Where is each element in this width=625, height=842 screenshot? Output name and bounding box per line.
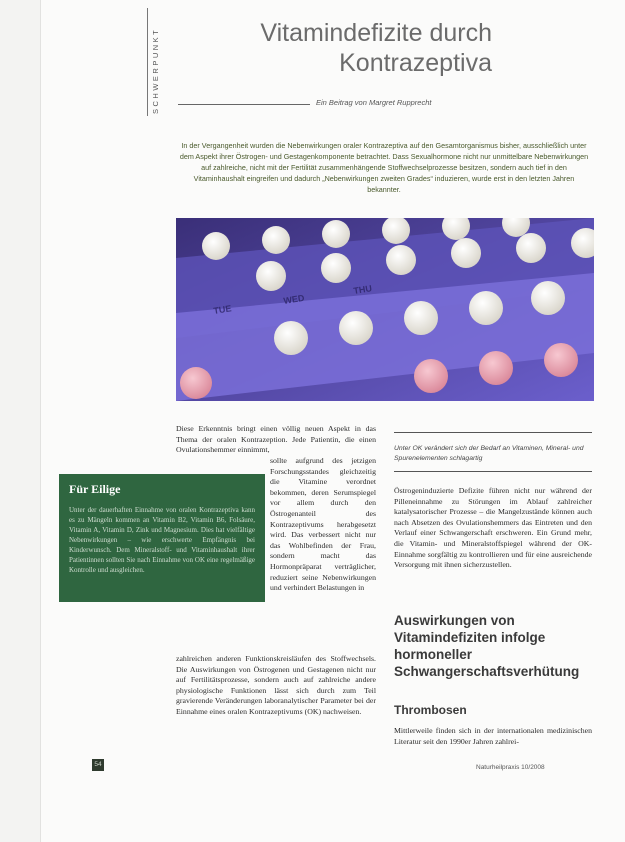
body-lede: Diese Erkenntnis bringt einen völlig neuen Aspekt in das Thema der oralen Kontrazeption. Jede Patientin, die einen Ovulationshemmer einnimmt, xyxy=(176,424,376,455)
photo-caption: Unter OK verändert sich der Bedarf an Vitaminen, Mineral- und Spurenelementen schlagartig xyxy=(394,445,584,462)
quick-reader-heading: Für Eilige xyxy=(69,482,121,496)
svg-text:WED: WED xyxy=(282,292,306,306)
svg-text:TUE: TUE xyxy=(212,303,233,316)
page-edge xyxy=(40,0,41,842)
page-number: 54 xyxy=(92,759,104,771)
title-line-2: Kontrazeptiva xyxy=(339,49,492,77)
quick-reader-text: Unter der dauerhaften Einnahme von oralen Kontrazeptiva kann es zu Mängeln kommen an Vitamin B2, Vitamin B6, Folsäure, Vitamin A, Vitamin D, Zink und Magnesium. Dies hat vielfältige Nebenwirkungen – wie erschwerte Empfängnis bei Kinderwunsch. Dem Mineralstoff- und Vitaminhaushalt ihrer Patientinnen sollten Sie nach Einnahme von OK eine regelmäßige Kontrolle und ausgleichen. xyxy=(69,506,255,574)
pills-illustration xyxy=(176,218,594,401)
rubric-rule xyxy=(147,8,148,116)
journal-footer: Naturheilpraxis 10/2008 xyxy=(476,764,545,771)
article-title xyxy=(180,18,492,78)
title-line-1: Vitamindefizite durch xyxy=(260,19,492,47)
contraceptive-pills-photo xyxy=(176,218,594,401)
byline: Ein Beitrag von Margret Rupprecht xyxy=(316,98,432,107)
intro-paragraph: In der Vergangenheit wurden die Nebenwirkungen oraler Kontrazeptiva auf den Gesamtorganismus bisher, ausschließlich unter dem Aspekt ihrer Östrogen- und Gestagenkomponente betrachtet. Dass Sexualhormone nicht nur unmittelbare Nebenwirkungen auf zahlreiche, nicht mit der Fertilität zusammenhängende Stoffwechselprozesse besitzen, sondern auch tief in den Vitaminhaushalt eingreifen und dadurch „Nebenwirkungen zweiten Grades“ induzieren, wurde erst in den letzten Jahren bekannter. xyxy=(179,141,589,194)
svg-text:THU: THU xyxy=(352,283,373,296)
section-heading: Auswirkungen von Vitamindefiziten infolge hormoneller Schwangerschaftsverhütung xyxy=(394,613,580,679)
caption-rule-top xyxy=(394,432,592,433)
quick-reader-box xyxy=(59,474,265,602)
subsection-heading: Thrombosen xyxy=(394,703,467,717)
body-narrow-column: sollte aufgrund des jetzigen Forschungsstandes gleichzeitig die Vitamine verordnet bekommen, deren Serumspiegel vor allem durch den Östrogenanteil des Kontrazeptivums herabgesetzt wird. Das verbessert nicht nur das Wohlbefinden der Frau, sondern macht das Hormonpräparat verträglicher, reduziert seine Nebenwirkungen und verhindert Belastungen in xyxy=(270,456,376,593)
body-right-continued: Mittlerweile finden sich in der internationalen medizinischen Literatur seit den 1990er Jahren zahlrei- xyxy=(394,726,592,746)
body-right-column: Östrogeninduzierte Defizite führen nicht nur während der Pilleneinnahme zu Störungen im Ablauf zahlreicher katalysatorischer Prozesse – die Mangelzustände können auch nach Absetzen des Ovulationshemmers das Eintreten und den Verlauf einer Schwangerschaft erschweren. Ein Grund mehr, die Vitamin- und Mineralstoffspiegel während der OK-Einnahme sorgfältig zu kontrollieren und für eine ausreichende Versorgung mit ihnen sicherzustellen. xyxy=(394,486,592,570)
byline-rule xyxy=(178,104,310,105)
section-rubric: SCHWERPUNKT xyxy=(151,27,160,114)
body-left-continued: zahlreichen anderen Funktionskreisläufen des Stoffwechsels. Die Auswirkungen von Östrogenen und Gestagenen nicht nur auf Fertilitätsprozesse, sondern auch auf zahlreiche andere physiologische Funktionen lässt sich durch zum Teil gravierende Veränderungen laboranalytischer Parameter bei der Einnahme eines oralen Kontrazeptivums (OK) nachweisen. xyxy=(176,654,376,716)
caption-rule-bottom xyxy=(394,471,592,472)
